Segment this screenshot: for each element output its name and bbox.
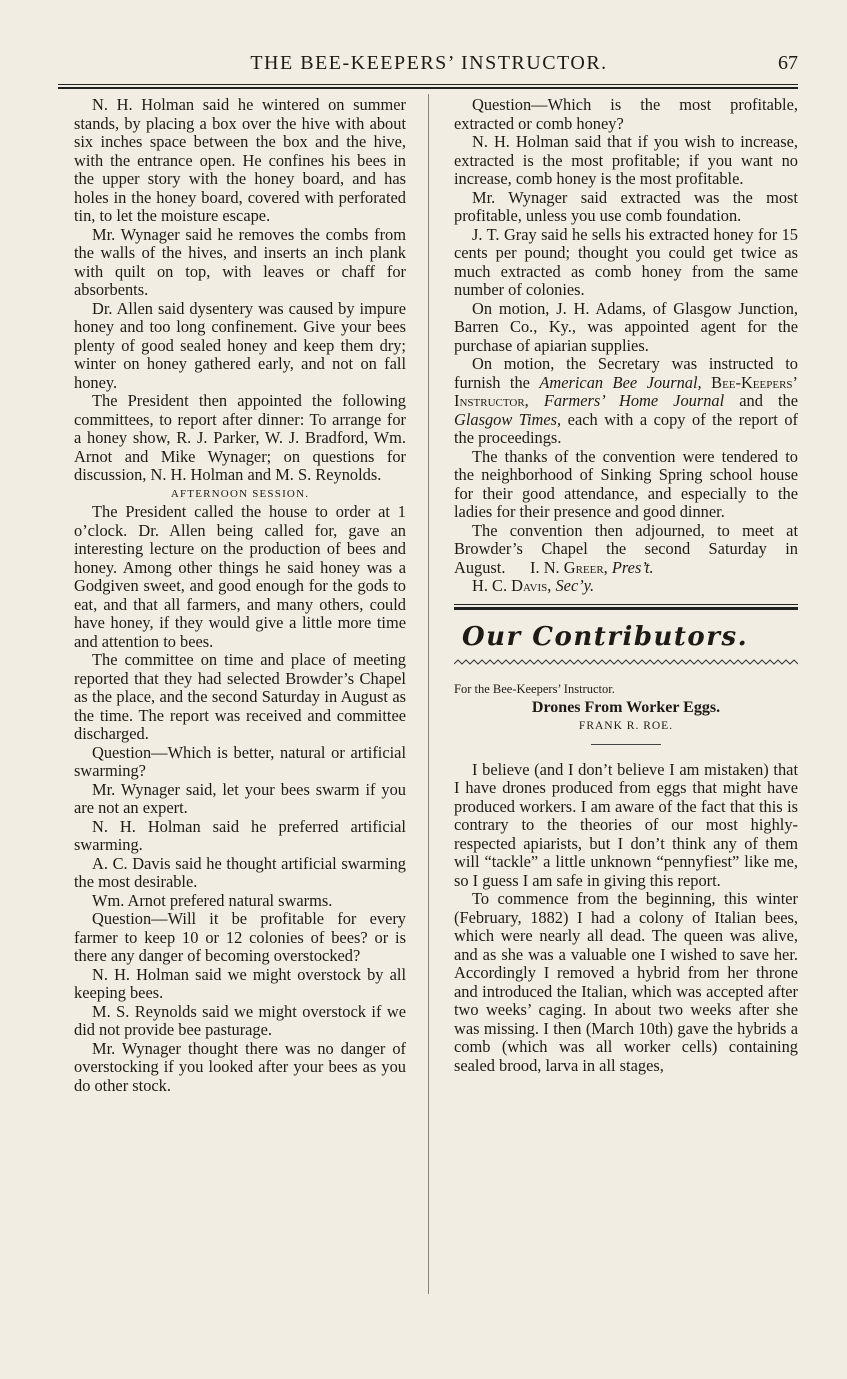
- header-rule: [58, 84, 798, 89]
- paragraph: Question—Which is the most profitable, extracted or comb honey?: [454, 95, 798, 133]
- paragraph: M. S. Reynolds said we might overstock if we did not provide bee pasturage.: [74, 1001, 406, 1039]
- paragraph: Mr. Wynager thought there was no danger of overstocking if you looked after your bees as you do other stock.: [74, 1038, 406, 1095]
- paragraph: N. H. Holman said that if you wish to increase, extracted is the most profitable; if you want no increase, comb honey is the most profitable.: [454, 132, 798, 188]
- left-column: [74, 96, 406, 1095]
- paragraph: Dr. Allen said dysentery was caused by impure honey and too long confinement. Give your bees plenty of good sealed honey and keep them dry; winter on honey gathered early, and not on fall honey.: [74, 298, 406, 392]
- paragraph: A. C. Davis said he thought artificial swarming the most desirable.: [74, 853, 406, 891]
- paragraph: N. H. Holman said he wintered on summer stands, by placing a box over the hive with about six inches space between the box and the hive, with the entrance open. He confines his bees in the upper story with the honey board, and has holes in the honey board, covered with perforated tin, to let the moisture escape.: [74, 95, 406, 225]
- motion-text: each with a copy of the report of the proceedings.: [454, 409, 798, 447]
- paragraph: N. H. Holman said we might overstock by all keeping bees.: [74, 964, 406, 1002]
- secretary-name: H. C. Davis,: [472, 576, 552, 595]
- reprint-note: For the Bee-Keepers’ Instructor.: [454, 682, 615, 696]
- paragraph: The President then appointed the following committees, to report after dinner: To arrange for a honey show, R. J. Parker, W. J. Bradford, Wm. Arnot and Mike Wynager; on questions for discussion, N. H. Holman and M. S. Reynolds.: [74, 391, 406, 484]
- paragraph: Mr. Wynager said extracted was the most profitable, unless you use comb foundation.: [454, 187, 798, 225]
- president-title: Pres’t.: [611, 557, 654, 577]
- publication-name: Bee-Keepers’ Instructor,: [454, 372, 798, 410]
- paragraph: Mr. Wynager said, let your bees swarm if you are not an expert.: [74, 779, 406, 817]
- right-column: [454, 96, 798, 1075]
- byline-rule: [591, 744, 661, 745]
- secretary-signature: [454, 577, 798, 596]
- page-header: [60, 52, 798, 78]
- publication-name: American Bee Journal,: [539, 372, 702, 392]
- president-name: I. N. Greer,: [530, 557, 608, 577]
- paragraph: On motion, J. H. Adams, of Glasgow Junction, Barren Co., Ky., was appointed agent for the purchase of apiarian supplies.: [454, 298, 798, 355]
- section-heading: AFTERNOON SESSION.: [170, 487, 310, 500]
- adjourn-text: The convention then adjourned, to meet at Browder’s Chapel the second Saturday in August.: [454, 520, 798, 577]
- paragraph: Mr. Wynager said he removes the combs from the walls of the hives, and inserts an inch plank with quilt on top, with leaves or chaff for absorbents.: [74, 224, 406, 299]
- paragraph: Question—Which is better, natural or artificial swarming?: [74, 742, 406, 780]
- article-title: Drones From Worker Eggs.: [531, 698, 721, 716]
- publication-name: Glasgow Times,: [454, 409, 562, 429]
- page-number: 67: [778, 52, 798, 74]
- publication-name: Farmers’ Home Journal: [543, 391, 725, 410]
- secretary-motion-paragraph: [454, 355, 798, 448]
- motion-text: On motion, the Secretary was instructed to furnish the: [454, 354, 798, 392]
- column-divider: [428, 94, 429, 1294]
- paragraph: The President called the house to order at 1 o’clock. Dr. Allen being called for, gave an interesting lecture on the production of bees and honey. Among other things he said honey was a Godgiven sweet, and good enough for the gods to eat, and that all farmers, and many others, could have honey, if they would give a little more time and attention to bees.: [74, 502, 406, 651]
- motion-text: and the: [724, 391, 798, 410]
- byline: FRANK R. ROE.: [578, 720, 674, 732]
- paragraph: The committee on time and place of meeting reported that they had selected Browder’s Chapel as the place, and the second Saturday in August as the time. The report was received and committee discharged.: [74, 650, 406, 743]
- section-rule: [454, 604, 798, 610]
- secretary-title: Sec’y.: [555, 576, 595, 595]
- paragraph: The thanks of the convention were tendered to the neighborhood of Sinking Spring school house for their good attendance, and especially to the ladies for their presence and good dinner.: [454, 446, 798, 521]
- contributors-heading: Our Contributors.: [462, 621, 749, 652]
- paragraph: [454, 522, 798, 578]
- paragraph: I believe (and I don’t believe I am mistaken) that I have drones produced from eggs that might have produced workers. I am aware of the fact that this is contrary to the theories of our most highly-respected apiarists, but I don’t think any of them will “tackle” a little unknown “pennyfiest” like me, so I guess I am safe in giving this report.: [454, 759, 798, 890]
- paragraph: Wm. Arnot prefered natural swarms.: [92, 890, 333, 910]
- zigzag-ornament: [454, 658, 798, 666]
- paragraph: To commence from the beginning, this winter (February, 1882) I had a colony of Italian bees, which were nearly all dead. The queen was alive, and as she was a valuable one I wished to save her. Accordingly I removed a hybrid from her throne and introduced the Italian, which was accepted after two weeks’ caging. In about two weeks after she was missing. I then (March 10th) gave the hybrids a comb (which was all worker cells) containing sealed brood, larva in all stages,: [454, 889, 798, 1075]
- paragraph: J. T. Gray said he sells his extracted honey for 15 cents per pound; thought you could get twice as much extracted as comb honey from the same number of colonies.: [454, 224, 798, 299]
- running-title: THE BEE-KEEPERS’ INSTRUCTOR.: [250, 52, 608, 74]
- paragraph: N. H. Holman said he preferred artificial swarming.: [74, 816, 406, 854]
- paragraph: Question—Will it be profitable for every farmer to keep 10 or 12 colonies of bees? or is there any danger of becoming overstocked?: [74, 909, 406, 965]
